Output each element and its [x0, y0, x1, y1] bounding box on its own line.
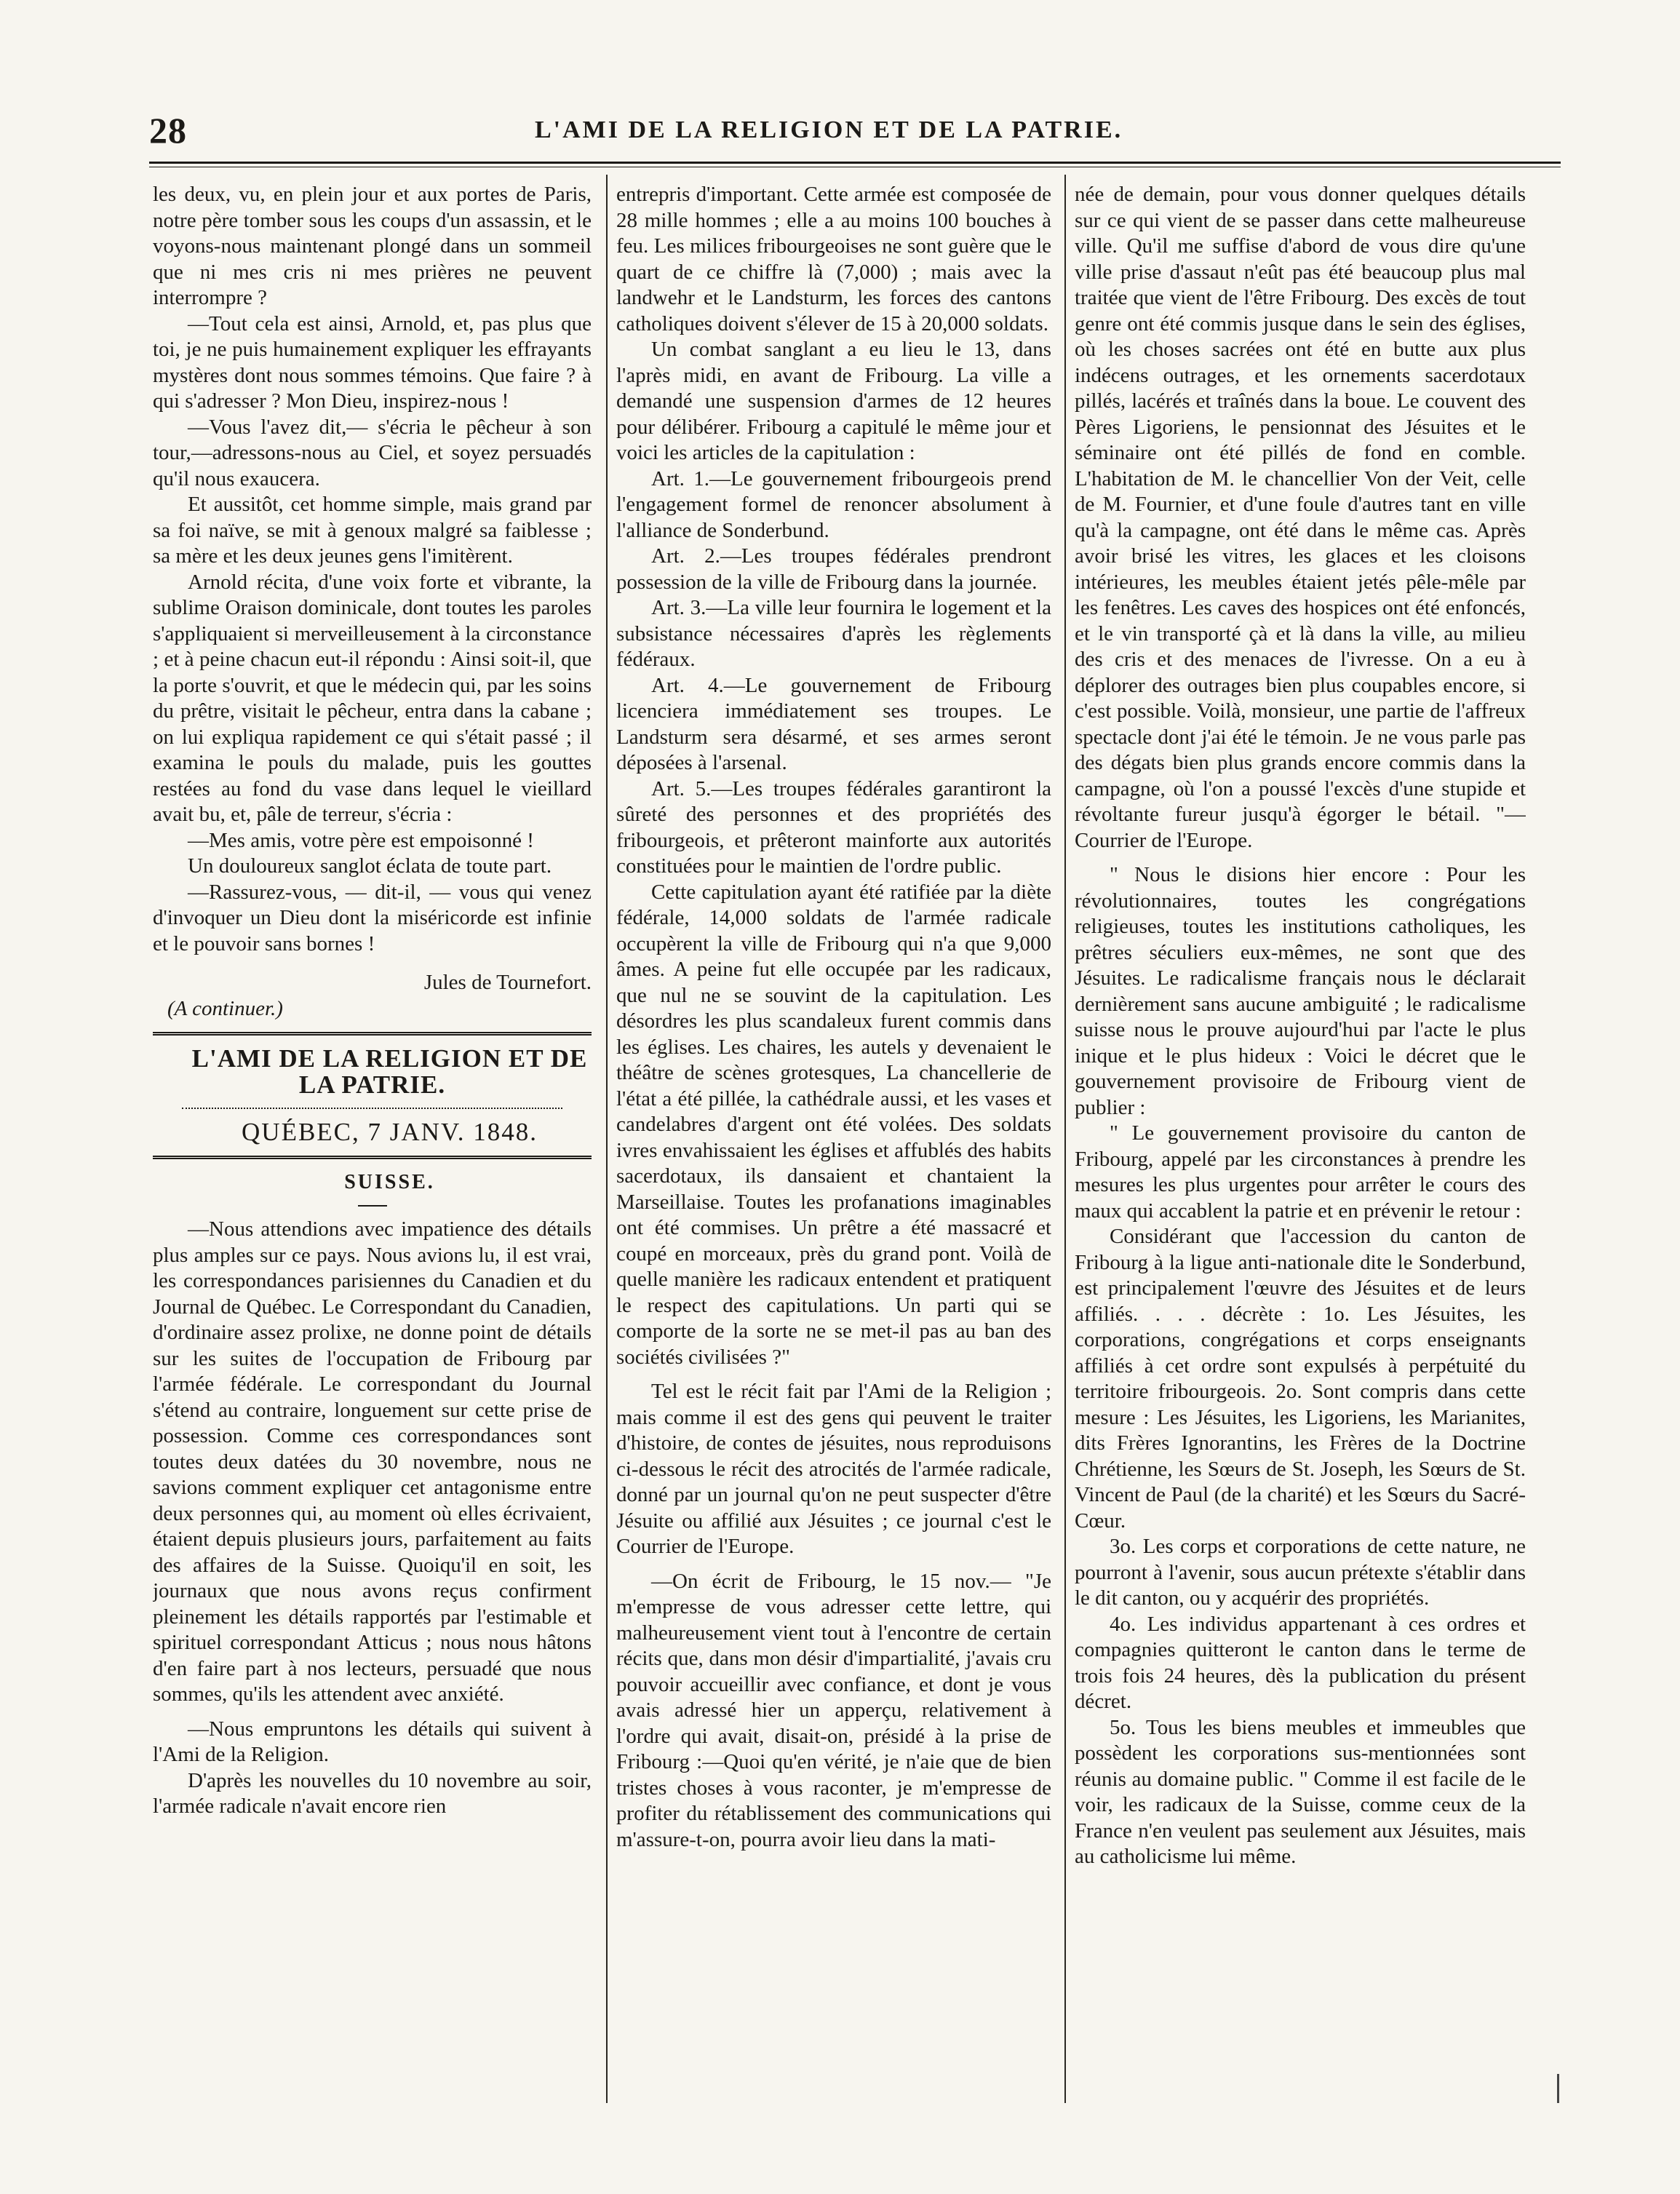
paragraph: D'après les nouvelles du 10 novembre au soir, l'armée radicale n'avait encore rien — [153, 1768, 592, 1818]
paragraph: —Nous empruntons les détails qui suivent à l'Ami de la Religion. — [153, 1717, 592, 1766]
section-rule — [153, 1156, 592, 1159]
paragraph: Considérant que l'accession du canton de Fribourg à la ligue anti-nationale dite le Sonderbund, est principalement l'œuvre des Jésuites et de leurs affiliés. . . . décrète : 1o. Les Jésuites, les corporations, congrégations et corps enseignants affiliés à cet ordre sont expulsés à perpétuité du territoire fribourgeois. 2o. Sont compris dans cette mesure : Les Jésuites, les Ligoriens, les Marianites, dits Frères Ignorantins, les Frères de la Doctrine Chrétienne, les Sœurs de St. Joseph, les Sœurs de St. Vincent de Paul (de la charité) et les Sœurs du Sacré-Cœur. — [1075, 1225, 1526, 1533]
paragraph: Cette capitulation ayant été ratifiée par la diète fédérale, 14,000 soldats de l'armée radicale occupèrent la ville de Fribourg qui n'a que 9,000 âmes. A peine fut elle occupée par les radicaux, que nul ne se souvint de la capitulation. Les désordres les plus scandaleux furent commis dans les églises. Les chaires, les autels y devenaient le théâtre de scènes grotesques, La chancellerie de l'état a été pillée, la cathédrale aussi, et les vases et candelabres d'argent ont été volées. Des soldats ivres envahissaient les églises et affublés des habits sacerdotaux, ils dansaient et chantaient la Marseillaise. Toutes les profanations imaginables ont été commises. Un prêtre a été massacré et coupé en morceaux, près du grand pont. Voilà de quelle manière les radicaux entendent et pratiquent le respect des capitulations. Un parti qui se comporte de la sorte ne se met-il pas au ban des sociétés civilisées ?" — [616, 880, 1051, 1369]
paragraph: " Le gouvernement provisoire du canton de Fribourg, appelé par les circonstances à prendre les mesures les plus urgentes pour arrêter le cours des maux qui accablent la patrie et en prévenir le retour : — [1075, 1121, 1526, 1223]
paragraph: 5o. Tous les biens meubles et immeubles que possèdent les corporations sus-mentionnées sont réunis au domaine public. " Comme il est facile de le voir, les radicaux de la Suisse, comme ceux de la France n'en veulent pas seulement aux Jésuites, mais au catholicisme lui même. — [1075, 1715, 1526, 1868]
paragraph: —Vous l'avez dit,— s'écria le pêcheur à son tour,—adressons-nous au Ciel, et soyez persuadés qu'il nous exaucera. — [153, 415, 592, 490]
paragraph: Tel est le récit fait par l'Ami de la Religion ; mais comme il est des gens qui peuvent le traiter d'histoire, de contes de jésuites, nous reproduisons ci-dessous le récit des atrocités de l'armée radicale, donné par un journal qu'on ne peut suspecter d'être Jésuite ou affilié aux Jésuites ; ce journal c'est le Courrier de l'Europe. — [616, 1380, 1051, 1558]
paragraph: —Rassurez-vous, — dit-il, — vous qui venez d'invoquer un Dieu dont la miséricorde est infinie et le pouvoir sans bornes ! — [153, 880, 592, 955]
header-rule — [149, 162, 1561, 164]
masthead: L'AMI DE LA RELIGION ET DE LA PATRIE. — [191, 1044, 588, 1099]
article-5: Art. 5.—Les troupes fédérales garantiront la sûreté des personnes et des propriétés des fribourgeois, et prêteront mainforte aux autorités constituées pour le maintien de l'ordre public. — [616, 776, 1051, 878]
paragraph: 4o. Les individus appartenant à ces ordres et compagnies quitteront le canton dans le terme de trois fois 24 heures, dès la publication du présent décret. — [1075, 1612, 1526, 1713]
paragraph: les deux, vu, en plein jour et aux portes de Paris, notre père tomber sous les coups d'un assassin, et le voyons-nous maintenant plongé dans un sommeil que ni mes cris ni mes prières ne peuvent interrompre ? — [153, 183, 592, 309]
article-4: Art. 4.—Le gouvernement de Fribourg licenciera immédiatement ses troupes. Le Landsturm sera désarmé, et ses armes seront déposées à l'arsenal. — [616, 673, 1051, 774]
paragraph: —Tout cela est ainsi, Arnold, et, pas plus que toi, je ne puis humainement expliquer les effrayants mystères dont nous sommes témoins. Que faire ? à qui s'adresser ? Mon Dieu, inspirez-nous ! — [153, 311, 592, 413]
column-3 — [1075, 182, 1526, 2103]
ornamental-rule — [182, 1108, 562, 1109]
paragraph: " Nous le disions hier encore : Pour les révolutionnaires, toutes les congrégations religieuses, toutes les institutions catholiques, les prêtres séculiers eux-mêmes, ne sont que des Jésuites. Le radicalisme français nous le déclarait dernièrement sans aucune ambiguité ; le radicalisme suisse nous le prouve aujourd'hui par l'acte le plus inique et le plus hideux : Voici le décret que le gouvernement provisoire de Fribourg vient de publier : — [1075, 863, 1526, 1119]
column-separator — [606, 175, 608, 2103]
paragraph: —On écrit de Fribourg, le 15 nov.— "Je m'empresse de vous adresser cette lettre, qui malheureusement vient tout à l'encontre de certain récits que, dans mon désir d'impartialité, j'avais cru pouvoir accueillir avec confiance, et dont je vous avais adressé hier un apperçu, relativement à l'ordre qui avait, disait-on, présidé à la prise de Fribourg :—Quoi qu'en vérité, je n'aie que de bien tristes choses à vous raconter, je m'empresse de profiter du rétablissement des communications qui m'assure-t-on, pourra avoir lieu dans la mati- — [616, 1569, 1051, 1851]
author-signature: Jules de Tournefort. — [423, 971, 592, 994]
paragraph: entrepris d'important. Cette armée est composée de 28 mille hommes ; elle a au moins 100 bouches à feu. Les milices fribourgeoises ne sont guère que le quart de ce chiffre là (7,000) ; mais avec la landwehr et le Landsturm, les forces des cantons catholiques doivent s'élever de 15 à 20,000 soldats. — [616, 183, 1051, 335]
paragraph: Arnold récita, d'une voix forte et vibrante, la sublime Oraison dominicale, dont toutes les paroles s'appliquaient si merveilleusement à la circonstance ; et à peine chacun eut-il répondu : Ainsi soit-il, que la porte s'ouvrit, et que le médecin qui, par les soins du prêtre, visitait le pêcheur, entra dans la cabane ; on lui expliqua rapidement ce qui s'était passé ; il examina le pouls du malade, puis les gouttes restées au fond du vase dans lequel le vieillard avait bu, et, pâle de terreur, s'écria : — [153, 570, 592, 826]
margin-mark — [1557, 2074, 1559, 2103]
column-1 — [153, 182, 592, 2103]
article-1: Art. 1.—Le gouvernement fribourgeois prend l'engagement formel de renoncer absolument à l'alliance de Sonderbund. — [616, 466, 1051, 542]
article-2: Art. 2.—Les troupes fédérales prendront possession de la ville de Fribourg dans la journée. — [616, 544, 1051, 594]
article-3: Art. 3.—La ville leur fournira le logement et la subsistance nécessaires d'après les règlements fédéraux. — [616, 596, 1051, 671]
short-rule — [358, 1205, 387, 1207]
dateline: QUÉBEC, 7 JANV. 1848. — [242, 1118, 538, 1146]
paragraph: née de demain, pour vous donner quelques détails sur ce qui vient de se passer dans cette malheureuse ville. Qu'il me suffise d'abord de vous dire qu'une ville prise d'assaut n'eût pas été beaucoup plus mal traitée que vient de l'être Fribourg. Des excès de tout genre ont été commis jusque dans le sein des églises, où les choses sacrées ont été en butte aux plus indécens outrages, et les ornements sacerdotaux pillés, lacérés et traînés dans la boue. Le couvent des Pères Ligoriens, le pensionnat des Jésuites et le séminaire ont été pillés de fond en comble. L'habitation de M. le chancellier Von der Veit, celle de M. Fournier, et d'une foule d'autres tant en ville qu'à la campagne, ont été dans le même cas. Après avoir brisé les vitres, les glaces et les cloisons intérieures, les meubles étaient jetés pêle-mêle par les fenêtres. Les caves des hospices ont été enfoncés, et le vin transporté çà et là dans la ville, au milieu des cris et des menaces de l'ivresse. On a eu à déplorer des outrages bien plus coupables encore, si c'est possible. Voilà, monsieur, une partie de l'affreux spectacle dont j'ai été le témoin. Je ne vous parle pas des dégats bien plus grands encore commis dans la campagne, où l'on a poussé l'excès d'une stupide et révoltante fureur jusqu'à égorger le bétail. "—Courrier de l'Europe. — [1075, 183, 1526, 852]
section-heading: SUISSE. — [344, 1170, 435, 1193]
section-rule — [153, 1032, 592, 1036]
to-be-continued: (A continuer.) — [167, 996, 283, 1020]
paragraph: 3o. Les corps et corporations de cette nature, ne pourront à l'avenir, sous aucun prétexte s'établir dans le dit canton, ou y acquérir des propriétés. — [1075, 1535, 1526, 1610]
column-separator — [1064, 175, 1066, 2103]
paragraph: —Nous attendions avec impatience des détails plus amples sur ce pays. Nous avions lu, il est vrai, les correspondances parisiennes du Canadien et du Journal de Québec. Le Correspondant du Canadien, d'ordinaire assez prolixe, ne donne point de détails sur les suites de l'occupation de Fribourg par l'armée fédérale. Le correspondant du Journal s'étend au contraire, longuement sur cette prise de possession. Comme ces correspondances sont toutes deux datées du 30 novembre, nous ne savions comment expliquer cet antagonisme entre deux personnes qui, au moment où elles écrivaient, étaient depuis plusieurs jours, parfaitement au faits des affaires de la Suisse. Quoiqu'il en soit, les journaux que nous avons reçus confirment pleinement les détails rapportés par l'estimable et spirituel correspondant Atticus ; nous nous hâtons d'en faire part à nos lecteurs, persuadé que nous sommes, qu'ils les attendent avec anxiété. — [153, 1217, 592, 1706]
paragraph: Et aussitôt, cet homme simple, mais grand par sa foi naïve, se mit à genoux malgré sa faiblesse ; sa mère et les deux jeunes gens l'imitèrent. — [153, 493, 592, 568]
page-number: 28 — [149, 110, 187, 151]
column-2 — [616, 182, 1051, 2103]
running-title: L'AMI DE LA RELIGION ET DE LA PATRIE. — [535, 116, 1123, 143]
paragraph: —Mes amis, votre père est empoisonné ! — [188, 828, 534, 852]
page-header — [149, 109, 1561, 153]
paragraph: Un douloureux sanglot éclata de toute part. — [188, 854, 552, 878]
paragraph: Un combat sanglant a eu lieu le 13, dans l'après midi, en avant de Fribourg. La ville a demandé une suspension d'armes de 12 heures pour délibérer. Fribourg a capitulé le même jour et voici les articles de la capitulation : — [616, 338, 1051, 464]
